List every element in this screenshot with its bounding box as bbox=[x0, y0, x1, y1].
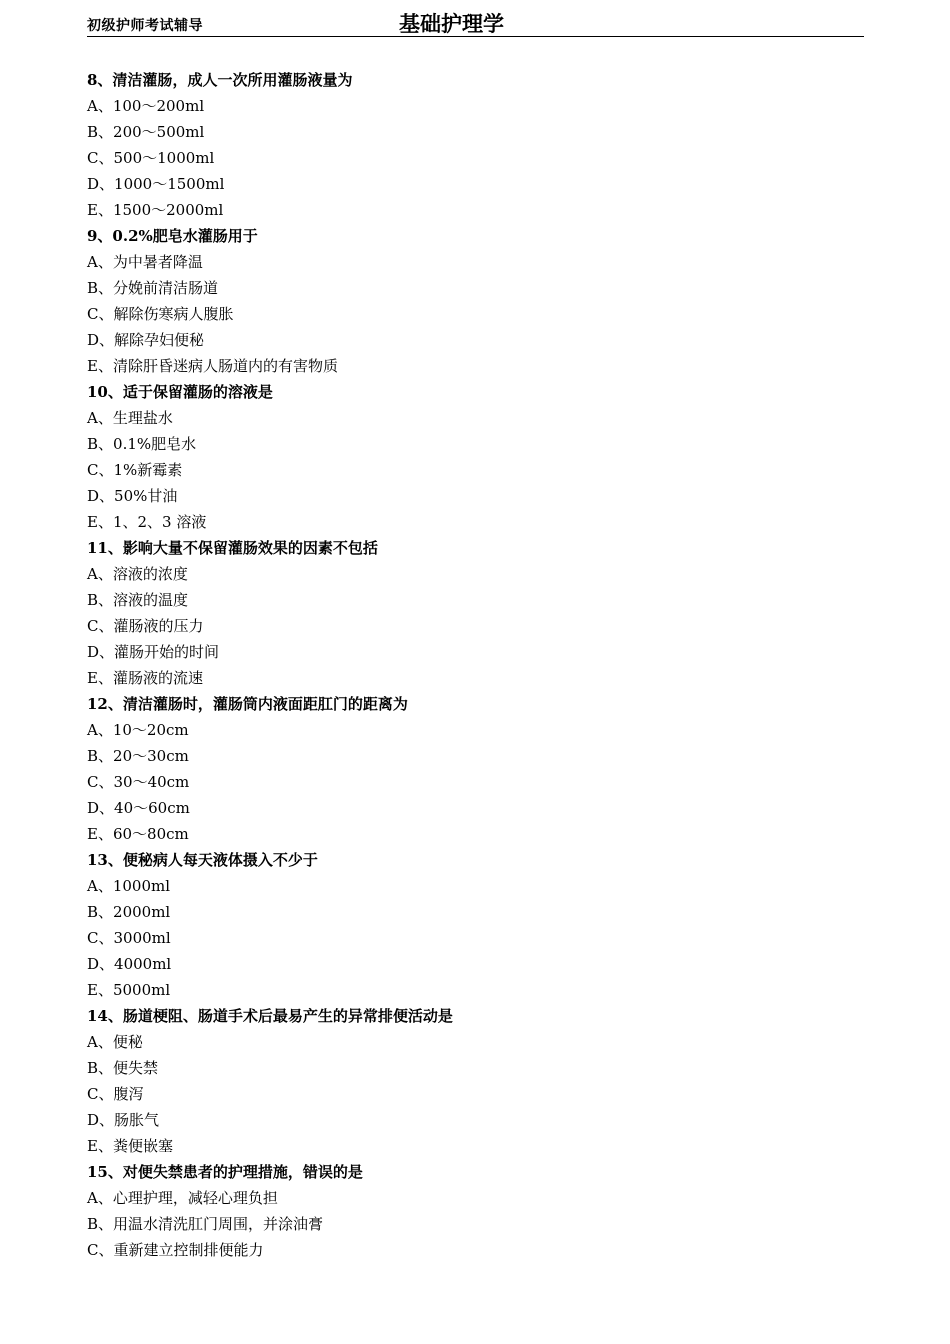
question-option: B、便失禁 bbox=[87, 1059, 159, 1077]
question-option: E、1、2、3 溶液 bbox=[87, 513, 207, 531]
question-stem: 11、影响大量不保留灌肠效果的因素不包括 bbox=[87, 539, 378, 557]
question-list bbox=[87, 67, 867, 1263]
question-option: C、灌肠液的压力 bbox=[87, 617, 204, 635]
question-option: B、用温水清洗肛门周围，并涂油膏 bbox=[87, 1215, 324, 1233]
question-stem: 12、清洁灌肠时，灌肠筒内液面距肛门的距离为 bbox=[87, 695, 408, 713]
question-stem: 14、肠道梗阻、肠道手术后最易产生的异常排便活动是 bbox=[87, 1007, 453, 1025]
question-option: C、30～40cm bbox=[87, 773, 190, 791]
question-option: D、解除孕妇便秘 bbox=[87, 331, 205, 349]
question-option: A、溶液的浓度 bbox=[87, 565, 188, 583]
question-option: B、200～500ml bbox=[87, 123, 205, 141]
header-center-title: 基础护理学 bbox=[399, 11, 504, 36]
question-option: E、清除肝昏迷病人肠道内的有害物质 bbox=[87, 357, 338, 375]
question-option: A、10～20cm bbox=[87, 721, 189, 739]
question-stem: 15、对便失禁患者的护理措施，错误的是 bbox=[87, 1163, 363, 1181]
question-option: E、1500～2000ml bbox=[87, 201, 224, 219]
question-option: A、心理护理，减轻心理负担 bbox=[87, 1189, 278, 1207]
question-option: C、1%新霉素 bbox=[87, 461, 183, 479]
question-stem: 8、清洁灌肠，成人一次所用灌肠液量为 bbox=[87, 71, 353, 89]
question-option: C、腹泻 bbox=[87, 1085, 144, 1103]
question-option: C、解除伤寒病人腹胀 bbox=[87, 305, 234, 323]
question-option: B、2000ml bbox=[87, 903, 171, 921]
question-option: B、溶液的温度 bbox=[87, 591, 189, 609]
question-option: B、0.1%肥皂水 bbox=[87, 435, 197, 453]
question-option: C、重新建立控制排便能力 bbox=[87, 1241, 264, 1259]
question-option: B、分娩前清洁肠道 bbox=[87, 279, 219, 297]
question-stem: 10、适于保留灌肠的溶液是 bbox=[87, 383, 273, 401]
question-option: A、100～200ml bbox=[87, 97, 205, 115]
question-option: D、4000ml bbox=[87, 955, 172, 973]
question-option: A、1000ml bbox=[87, 877, 171, 895]
question-option: D、肠胀气 bbox=[87, 1111, 160, 1129]
question-option: E、60～80cm bbox=[87, 825, 189, 843]
header-left-title: 初级护师考试辅导 bbox=[87, 18, 203, 34]
question-option: D、50%甘油 bbox=[87, 487, 178, 505]
page-header bbox=[87, 8, 864, 37]
question-stem: 9、0.2%肥皂水灌肠用于 bbox=[87, 227, 258, 245]
question-option: D、40～60cm bbox=[87, 799, 190, 817]
question-option: C、500～1000ml bbox=[87, 149, 215, 167]
question-option: D、灌肠开始的时间 bbox=[87, 643, 220, 661]
question-option: A、为中暑者降温 bbox=[87, 253, 203, 271]
question-option: E、粪便嵌塞 bbox=[87, 1137, 173, 1155]
question-option: A、便秘 bbox=[87, 1033, 143, 1051]
question-option: D、1000～1500ml bbox=[87, 175, 225, 193]
question-option: A、生理盐水 bbox=[87, 409, 173, 427]
question-stem: 13、便秘病人每天液体摄入不少于 bbox=[87, 851, 318, 869]
question-option: E、5000ml bbox=[87, 981, 171, 999]
question-option: E、灌肠液的流速 bbox=[87, 669, 203, 687]
question-option: B、20～30cm bbox=[87, 747, 189, 765]
question-option: C、3000ml bbox=[87, 929, 171, 947]
